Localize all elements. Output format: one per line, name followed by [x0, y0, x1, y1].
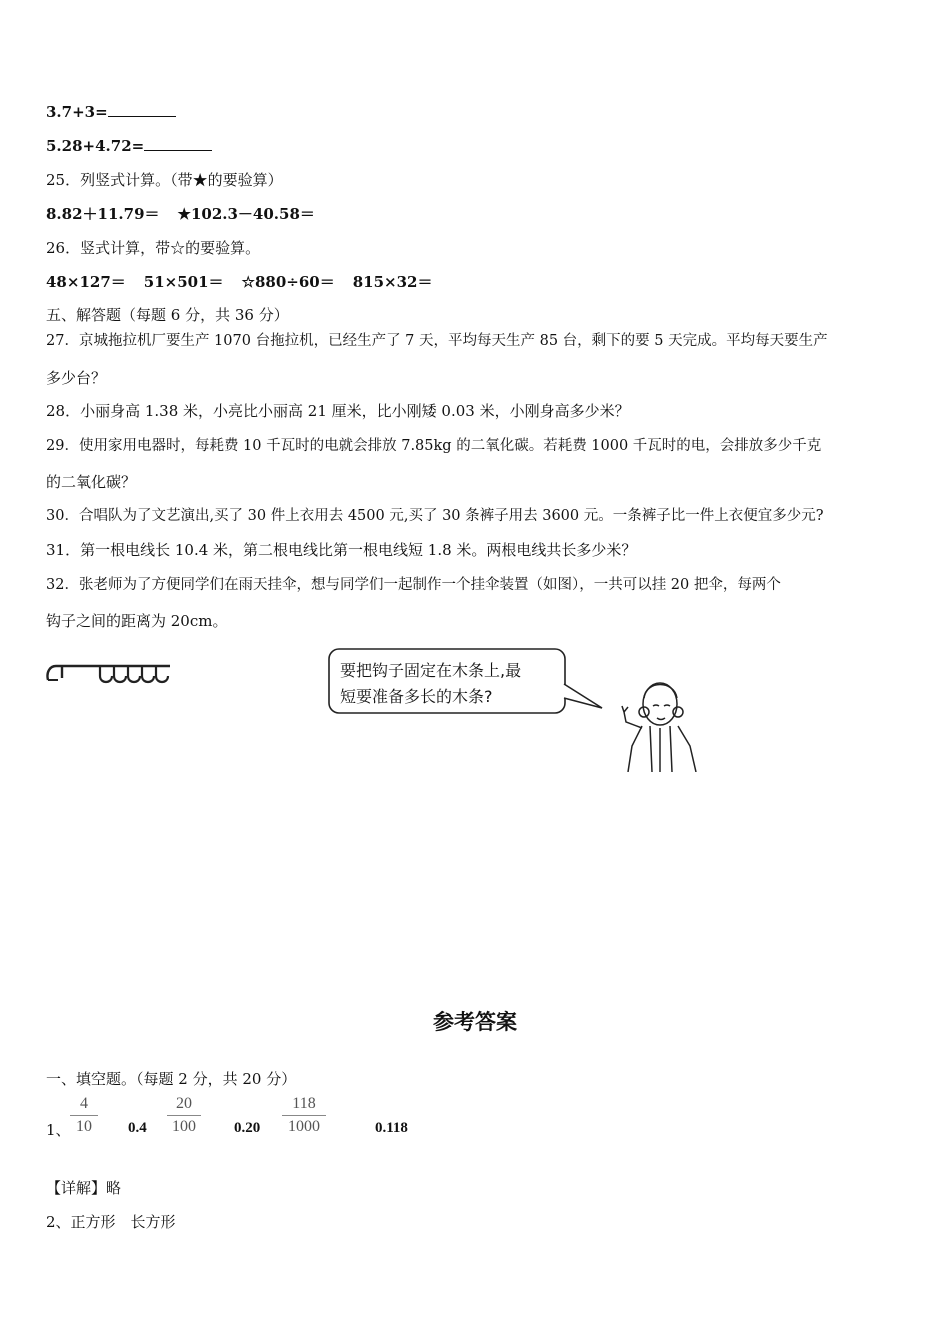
- q27-line-2: 多少台？: [46, 369, 107, 387]
- answer-decimal: 0.118: [375, 1120, 408, 1136]
- girl-illustration: [622, 683, 696, 772]
- answer-blank: [108, 102, 176, 117]
- q24-expr-1: 3.7+3=: [46, 103, 108, 121]
- fraction: [70, 1094, 98, 1137]
- fraction-numerator: 20: [176, 1095, 192, 1112]
- girl-speech-figure: [326, 646, 702, 772]
- q26-exprs: [46, 272, 433, 292]
- q29-line-1: 29．使用家用电器时，每耗费 10 千瓦时的电就会排放 7.85kg 的二氧化碳。若耗费 1000 千瓦时的电，会排放多少千克: [46, 438, 822, 454]
- fraction-denominator: 100: [172, 1118, 196, 1135]
- answer-decimal: 0.4: [128, 1120, 147, 1136]
- answers-section-1-title: 一、填空题。（每题 2 分，共 20 分）: [46, 1070, 297, 1088]
- speech-text-line-2: 短要准备多长的木条?: [340, 687, 493, 706]
- answer-1-label: 1、: [46, 1121, 71, 1139]
- hook-icon: [100, 666, 168, 682]
- fraction-denominator: 1000: [288, 1118, 320, 1135]
- q28: 28．小丽身高 1.38 米，小亮比小丽高 21 厘米，比小刚矮 0.03 米，小刚身高多少米？: [46, 402, 630, 420]
- q31: 31．第一根电线长 10.4 米，第二根电线比第一根电线短 1.8 米。两根电线共长多少米？: [46, 541, 637, 559]
- q24-expr-2: 5.28+4.72=: [46, 137, 145, 155]
- q24-line-1: [46, 102, 176, 122]
- q30: 30．合唱队为了文艺演出,买了 30 件上衣用去 4500 元,买了 30 条裤子用去 3600 元。一条裤子比一件上衣便宜多少元?: [46, 508, 824, 524]
- q26-expr: 815×32＝: [352, 273, 433, 291]
- q27-line-1: 27．京城拖拉机厂要生产 1070 台拖拉机，已经生产了 7 天，平均每天生产 85 台，剩下的要 5 天完成。平均每天要生产: [46, 333, 828, 349]
- fraction-denominator: 10: [76, 1118, 92, 1135]
- q26-title: 26．竖式计算，带☆的要验算。: [46, 239, 261, 257]
- q32-line-2: 钩子之间的距离为 20cm。: [46, 612, 228, 630]
- q26-expr: 51×501＝: [143, 273, 224, 291]
- hook-rack-figure: [44, 650, 178, 692]
- q24-line-2: [46, 136, 212, 156]
- fraction-numerator: 118: [292, 1095, 316, 1112]
- fraction: [282, 1094, 326, 1137]
- answer-decimal: 0.20: [234, 1120, 261, 1136]
- speech-text-line-1: 要把钩子固定在木条上,最: [340, 661, 522, 680]
- fraction-numerator: 4: [80, 1095, 88, 1112]
- q32-line-1: 32．张老师为了方便同学们在雨天挂伞，想与同学们一起制作一个挂伞装置（如图），一共可以挂 20 把伞，每两个: [46, 577, 781, 593]
- q26-expr: 48×127＝: [46, 273, 126, 291]
- answer-blank: [144, 136, 212, 151]
- answer-2: 2、正方形 长方形: [46, 1213, 176, 1231]
- section-5-title: 五、解答题（每题 6 分，共 36 分）: [46, 306, 289, 324]
- q26-expr: ☆880÷60＝: [241, 273, 335, 291]
- fraction: [167, 1094, 201, 1137]
- q25-expr: 8.82＋11.79＝: [46, 205, 160, 223]
- answer-1-detail: 【详解】略: [46, 1179, 122, 1197]
- q29-line-2: 的二氧化碳？: [46, 473, 137, 491]
- q25-title: 25．列竖式计算。（带★的要验算）: [46, 171, 283, 189]
- q25-expr: ★102.3－40.58＝: [177, 205, 315, 223]
- answer-key-title: 参考答案: [433, 1009, 517, 1034]
- q25-exprs: [46, 204, 315, 224]
